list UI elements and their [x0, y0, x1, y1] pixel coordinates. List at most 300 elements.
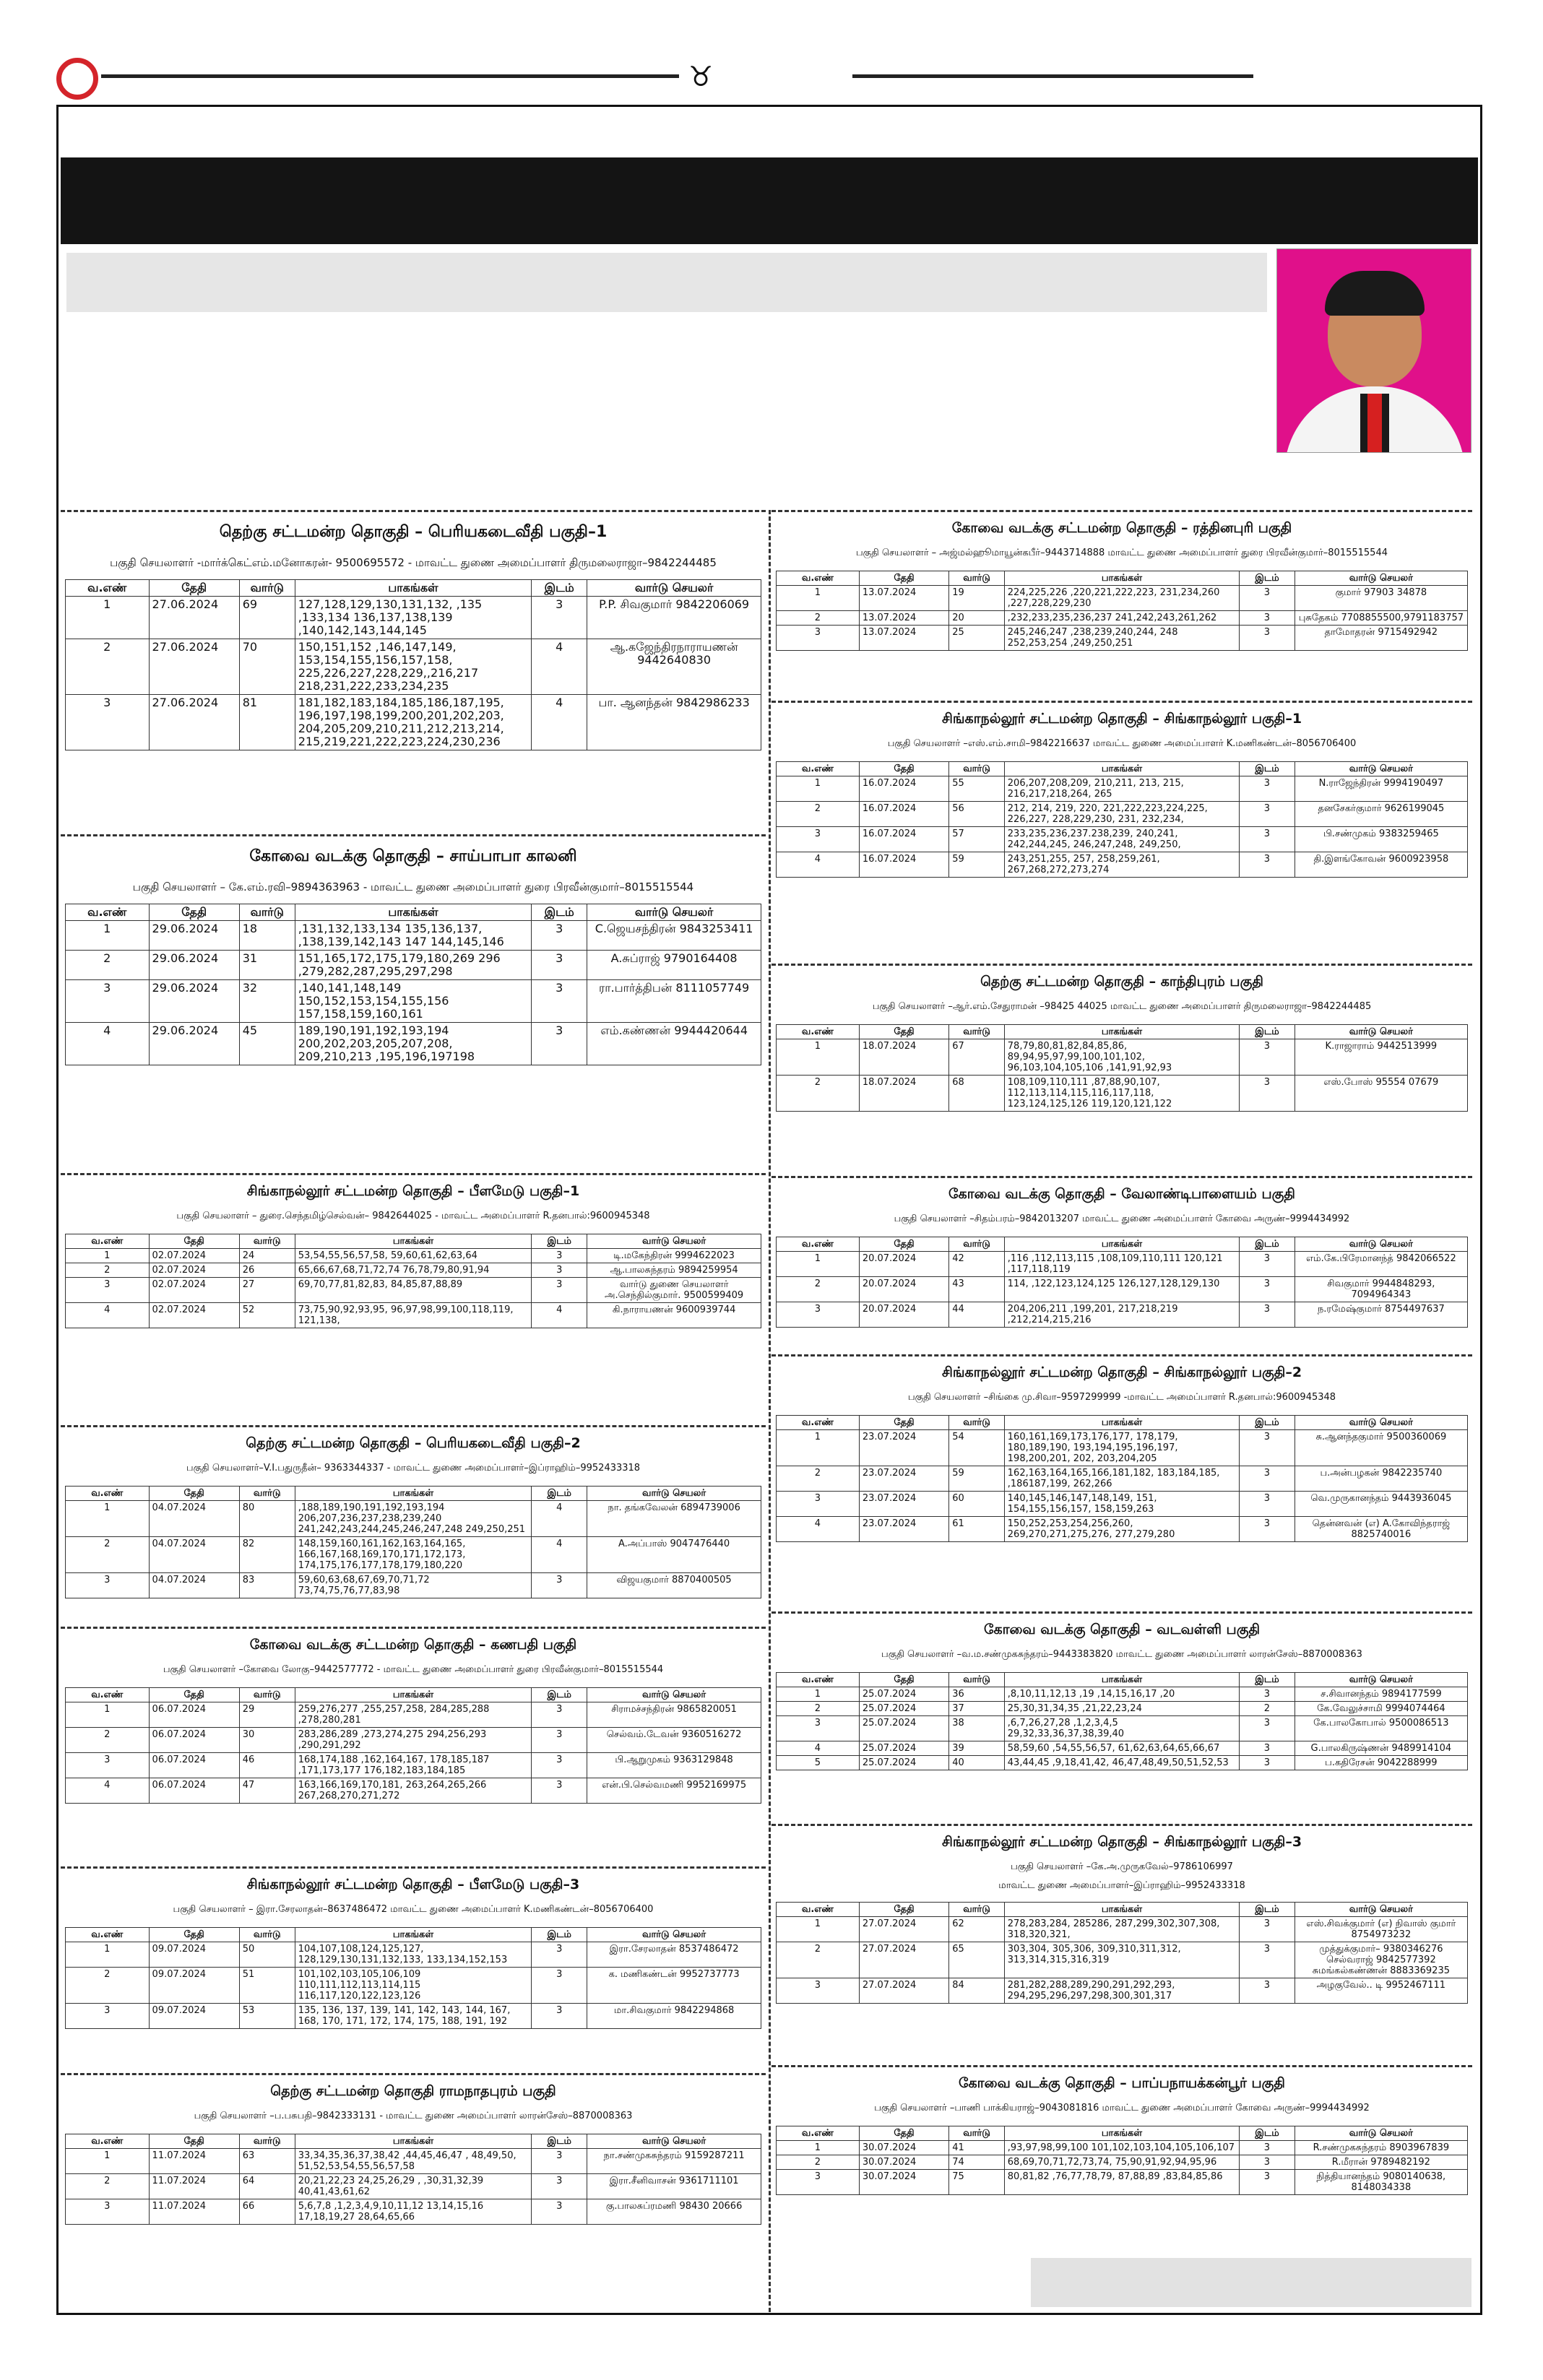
table-cell: 3: [1240, 1076, 1295, 1112]
section-title: சிங்காநல்லூர் சட்டமன்ற தொகுதி – பீளமேடு பகுதி–3: [246, 1877, 580, 1892]
table-cell: 27.06.2024: [149, 695, 239, 750]
column-header: பாகங்கள்: [295, 1234, 531, 1249]
table-cell: 104,107,108,124,125,127, 128,129,130,131,132,133, 133,134,152,153: [295, 1942, 531, 1968]
table-cell: 3: [532, 2149, 587, 2174]
table-cell: 57: [949, 827, 1005, 852]
table-header-row: [777, 762, 1468, 776]
table-cell: 1: [777, 1917, 860, 1942]
table-cell: 04.07.2024: [149, 1537, 239, 1573]
table-cell: 20.07.2024: [859, 1302, 948, 1328]
table-cell: 3: [532, 1942, 587, 1968]
table-cell: 2: [777, 1702, 860, 1716]
section-separator: [61, 1425, 766, 1427]
table-cell: 53: [239, 2004, 295, 2029]
table-cell: தாமோதரன் 9715492942: [1295, 626, 1467, 651]
table-cell: 11.07.2024: [149, 2199, 239, 2225]
table-cell: 4: [777, 1741, 860, 1756]
column-header: தேதி: [149, 904, 239, 921]
table-cell: 3: [532, 980, 587, 1023]
table-cell: 3: [1240, 827, 1295, 852]
table-cell: டி.மகேந்திரன் 9994622023: [587, 1249, 761, 1263]
table-cell: 66: [239, 2199, 295, 2225]
table-cell: 2: [66, 1263, 150, 1278]
table-row: [777, 1466, 1468, 1492]
table-cell: 283,286,289 ,273,274,275 294,256,293 ,290,291,292: [295, 1728, 531, 1753]
table-cell: 02.07.2024: [149, 1303, 239, 1328]
section-contact-line-2: மாவட்ட துணை அமைப்பாளர்–இப்ராஹிம்–9952433318: [998, 1880, 1245, 1891]
table-cell: 42: [949, 1252, 1005, 1277]
table-cell: 3: [1240, 2155, 1295, 2170]
schedule-section: [772, 1611, 1472, 1821]
table-cell: 163,166,169,170,181, 263,264,265,266 267,268,270,271,272: [295, 1778, 531, 1804]
column-header: தேதி: [149, 1487, 239, 1501]
table-row: [66, 1263, 761, 1278]
section-separator: [772, 1824, 1472, 1826]
table-header-row: [777, 1673, 1468, 1687]
column-divider: [769, 510, 771, 2312]
column-header: வார்டு செயலர்: [1295, 762, 1467, 776]
column-header: வ.எண்: [777, 1673, 860, 1687]
table-cell: 75: [949, 2170, 1005, 2195]
table-row: [777, 1430, 1468, 1466]
table-row: [66, 1303, 761, 1328]
column-header: பாகங்கள்: [295, 1487, 531, 1501]
table-cell: 25.07.2024: [859, 1716, 948, 1741]
table-cell: குமார் 97903 34878: [1295, 586, 1467, 611]
column-header: வ.எண்: [777, 571, 860, 586]
table-cell: 3: [532, 1702, 587, 1728]
table-cell: 3: [1240, 1917, 1295, 1942]
ward-schedule-table: [65, 1234, 761, 1328]
section-title: சிங்காநல்லூர் சட்டமன்ற தொகுதி – சிங்காநல்லூர் பகுதி–1: [941, 711, 1302, 727]
table-cell: 3: [1240, 2141, 1295, 2155]
table-cell: 27.06.2024: [149, 597, 239, 639]
table-cell: 06.07.2024: [149, 1778, 239, 1804]
table-cell: 09.07.2024: [149, 1942, 239, 1968]
table-cell: 1: [777, 776, 860, 802]
table-cell: 3: [532, 2004, 587, 2029]
column-header: வார்டு செயலர்: [1295, 571, 1467, 586]
table-cell: 2: [66, 2174, 150, 2199]
table-cell: 140,145,146,147,148,149, 151, 154,155,156,157, 158,159,263: [1004, 1492, 1239, 1517]
table-cell: 40: [949, 1756, 1005, 1770]
table-cell: 78,79,80,81,82,84,85,86, 89,94,95,97,99,100,101,102, 96,103,104,105,106 ,141,91,92,93: [1004, 1039, 1239, 1076]
table-row: [66, 1249, 761, 1263]
table-cell: முத்துக்குமார்– 9380346276 செல்வராஜ் 9842577392 சுமங்கல்கண்ணன் 8883369235: [1295, 1942, 1467, 1978]
table-cell: 52: [239, 1303, 295, 1328]
table-row: [777, 586, 1468, 611]
table-cell: 3: [777, 1302, 860, 1328]
table-cell: அழகுவேல்.. டி 9952467111: [1295, 1978, 1467, 2004]
table-cell: 3: [1240, 1302, 1295, 1328]
column-header: தேதி: [149, 2134, 239, 2149]
column-header: வ.எண்: [777, 1237, 860, 1252]
section-separator: [772, 964, 1472, 966]
column-header: வ.எண்: [777, 1416, 860, 1430]
table-row: [777, 1517, 1468, 1542]
table-cell: எஸ்.போஸ் 95554 07679: [1295, 1076, 1467, 1112]
table-cell: 45: [239, 1023, 295, 1065]
column-header: தேதி: [859, 1237, 948, 1252]
table-cell: 3: [1240, 776, 1295, 802]
table-header-row: [66, 2134, 761, 2149]
column-header: வார்டு செயலர்: [587, 1928, 761, 1942]
masthead-rule-left: [101, 74, 679, 78]
schedule-section: [61, 1627, 766, 1864]
table-cell: 41: [949, 2141, 1005, 2155]
table-cell: 1: [66, 1702, 150, 1728]
table-cell: 3: [532, 1573, 587, 1598]
table-cell: 3: [66, 2199, 150, 2225]
column-header: பாகங்கள்: [295, 1928, 531, 1942]
table-cell: 09.07.2024: [149, 1968, 239, 2004]
table-cell: 3: [1240, 1978, 1295, 2004]
table-row: [66, 921, 761, 951]
table-cell: 47: [239, 1778, 295, 1804]
schedule-section: [61, 510, 766, 831]
table-cell: 4: [532, 1303, 587, 1328]
table-cell: 69: [239, 597, 295, 639]
table-row: [777, 1917, 1468, 1942]
table-cell: 13.07.2024: [859, 611, 948, 626]
table-cell: 1: [66, 2149, 150, 2174]
column-header: வ.எண்: [777, 2126, 860, 2141]
table-cell: 259,276,277 ,255,257,258, 284,285,288 ,278,280,281: [295, 1702, 531, 1728]
table-cell: பா. ஆனந்தன் 9842986233: [587, 695, 761, 750]
table-cell: ரா.பார்த்திபன் 8111057749: [587, 980, 761, 1023]
table-cell: 2: [777, 1076, 860, 1112]
column-header: வ.எண்: [66, 1688, 150, 1702]
table-row: [777, 1076, 1468, 1112]
table-cell: 3: [66, 1753, 150, 1778]
table-cell: 68,69,70,71,72,73,74, 75,90,91,92,94,95,96: [1004, 2155, 1239, 2170]
table-cell: 150,151,152 ,146,147,149, 153,154,155,156,157,158, 225,226,227,228,229,,216,217 218,231,222,233,234,235: [295, 639, 531, 695]
column-header: வார்டு செயலர்: [1295, 1025, 1467, 1039]
schedule-section: [772, 2065, 1472, 2253]
column-header: வார்டு செயலர்: [1295, 1237, 1467, 1252]
table-cell: 4: [66, 1023, 150, 1065]
table-cell: 60: [949, 1492, 1005, 1517]
column-header: வ.எண்: [777, 1903, 860, 1917]
section-contact-line: பகுதி செயலாளர் –கோவை லோகு–9442577772 - மாவட்ட துணை அமைப்பாளர் துரை பிரவீன்குமார்–8015515544: [163, 1664, 664, 1675]
column-header: பாகங்கள்: [295, 904, 531, 921]
table-cell: 33,34,35,36,37,38,42 ,44,45,46,47 , 48,49,50, 51,52,53,54,55,56,57,58: [295, 2149, 531, 2174]
column-header: தேதி: [859, 571, 948, 586]
column-header: இடம்: [1240, 1025, 1295, 1039]
table-cell: 32: [239, 980, 295, 1023]
column-header: இடம்: [1240, 1673, 1295, 1687]
table-cell: வெ.முருகானந்தம் 9443936045: [1295, 1492, 1467, 1517]
table-row: [777, 1302, 1468, 1328]
table-cell: ஆ.பாலசுந்தரம் 9894259954: [587, 1263, 761, 1278]
table-cell: ஆ.கஜேந்திரநாராயணன் 9442640830: [587, 639, 761, 695]
column-header: தேதி: [859, 762, 948, 776]
table-cell: 3: [1240, 1252, 1295, 1277]
table-cell: 3: [1240, 1942, 1295, 1978]
table-cell: N.ராஜேந்திரன் 9994190497: [1295, 776, 1467, 802]
table-cell: 148,159,160,161,162,163,164,165, 166,167,168,169,170,171,172,173, 174,175,176,177,178,179,180,220: [295, 1537, 531, 1573]
table-cell: 46: [239, 1753, 295, 1778]
table-cell: 11.07.2024: [149, 2174, 239, 2199]
table-cell: 3: [1240, 852, 1295, 878]
table-cell: 1: [66, 1249, 150, 1263]
table-cell: 68: [949, 1076, 1005, 1112]
table-cell: 65: [949, 1942, 1005, 1978]
table-cell: 1: [777, 1430, 860, 1466]
table-cell: 2: [777, 802, 860, 827]
table-cell: 59: [949, 852, 1005, 878]
column-header: பாகங்கள்: [295, 580, 531, 597]
table-cell: 2: [66, 639, 150, 695]
table-cell: 4: [532, 1501, 587, 1537]
column-header: வ.எண்: [66, 580, 150, 597]
table-cell: 02.07.2024: [149, 1263, 239, 1278]
table-cell: இரா.சீனிவாசன் 9361711101: [587, 2174, 761, 2199]
table-cell: 51: [239, 1968, 295, 2004]
table-cell: புசுதேகம் 7708855500,9791183757: [1295, 611, 1467, 626]
table-row: [66, 951, 761, 980]
table-cell: 59: [949, 1466, 1005, 1492]
column-header: தேதி: [149, 580, 239, 597]
table-row: [66, 980, 761, 1023]
table-cell: 1: [777, 1252, 860, 1277]
table-cell: 3: [532, 1278, 587, 1303]
table-cell: 1: [66, 921, 150, 951]
table-cell: 16.07.2024: [859, 852, 948, 878]
table-cell: 189,190,191,192,193,194 200,202,203,205,207,208, 209,210,213 ,195,196,197198: [295, 1023, 531, 1065]
table-cell: 20,21,22,23 24,25,26,29 , ,30,31,32,39 40,41,43,61,62: [295, 2174, 531, 2199]
table-cell: 11.07.2024: [149, 2149, 239, 2174]
table-cell: 3: [532, 2199, 587, 2225]
table-cell: ப.அன்பழகன் 9842235740: [1295, 1466, 1467, 1492]
table-cell: 18.07.2024: [859, 1076, 948, 1112]
table-row: [66, 1753, 761, 1778]
section-contact-line: பகுதி செயலாளர் –வ.ம.சண்முகசுந்தரம்–9443383820 மாவட்ட துணை அமைப்பாளர் லாரன்சேஸ்–8870008363: [881, 1649, 1362, 1660]
table-cell: 44: [949, 1302, 1005, 1328]
table-row: [777, 1756, 1468, 1770]
section-title: கோவை வடக்கு தொகுதி – வடவள்ளி பகுதி: [983, 1622, 1261, 1637]
table-cell: 04.07.2024: [149, 1501, 239, 1537]
table-cell: 4: [532, 639, 587, 695]
section-contact-line: பகுதி செயலாளர் –ஆர்.எம்.சேதுராமன் –98425 44025 மாவட்ட துணை அமைப்பாளர் திருமலைராஜா–9842244485: [872, 1001, 1372, 1012]
section-title: தெற்கு சட்டமன்ற தொகுதி – காந்திபுரம் பகுதி: [980, 974, 1263, 990]
table-row: [66, 1778, 761, 1804]
table-row: [66, 2004, 761, 2029]
table-cell: 29.06.2024: [149, 951, 239, 980]
table-cell: 3: [1240, 1687, 1295, 1702]
masthead-rule-right: [852, 74, 1253, 78]
column-header: தேதி: [859, 1416, 948, 1430]
table-cell: ,93,97,98,99,100 101,102,103,104,105,106,107: [1004, 2141, 1239, 2155]
table-cell: ,8,10,11,12,13 ,19 ,14,15,16,17 ,20: [1004, 1687, 1239, 1702]
table-cell: 63: [239, 2149, 295, 2174]
table-header-row: [66, 1928, 761, 1942]
section-separator: [772, 701, 1472, 703]
column-header: தேதி: [149, 1234, 239, 1249]
section-separator: [772, 1611, 1472, 1614]
table-row: [777, 1492, 1468, 1517]
table-cell: 27.07.2024: [859, 1942, 948, 1978]
table-row: [66, 695, 761, 750]
column-header: வார்டு: [949, 571, 1005, 586]
column-header: வார்டு: [949, 2126, 1005, 2141]
column-header: இடம்: [532, 1688, 587, 1702]
column-header: வார்டு: [239, 1928, 295, 1942]
table-cell: 16.07.2024: [859, 827, 948, 852]
column-header: தேதி: [859, 2126, 948, 2141]
table-cell: 27: [239, 1278, 295, 1303]
table-cell: 82: [239, 1537, 295, 1573]
column-header: வார்டு: [239, 1688, 295, 1702]
table-cell: 39: [949, 1741, 1005, 1756]
column-header: வார்டு: [239, 904, 295, 921]
section-contact-line: பகுதி செயலாளர் –ப.பசுபதி–9842333131 - மாவட்ட துணை அமைப்பாளர் லாரன்சேஸ்–8870008363: [194, 2111, 633, 2121]
table-cell: 04.07.2024: [149, 1573, 239, 1598]
table-cell: 3: [532, 1728, 587, 1753]
table-cell: 27.07.2024: [859, 1917, 948, 1942]
column-header: வ.எண்: [777, 1025, 860, 1039]
table-cell: 73,75,90,92,93,95, 96,97,98,99,100,118,119, 121,138,: [295, 1303, 531, 1328]
table-row: [66, 2174, 761, 2199]
table-cell: 3: [66, 695, 150, 750]
table-cell: 54: [949, 1430, 1005, 1466]
column-header: வ.எண்: [66, 1487, 150, 1501]
table-cell: 06.07.2024: [149, 1728, 239, 1753]
table-cell: 65,66,67,68,71,72,74 76,78,79,80,91,94: [295, 1263, 531, 1278]
schedule-section: [772, 1824, 1472, 2062]
table-cell: 2: [66, 1537, 150, 1573]
column-header: இடம்: [532, 904, 587, 921]
table-cell: 181,182,183,184,185,186,187,195, 196,197,198,199,200,201,202,203, 204,205,209,210,211,212,213,214, 215,219,221,222,223,224,230,236: [295, 695, 531, 750]
section-title: கோவை வடக்கு தொகுதி – சாய்பாபா காலனி: [249, 847, 577, 865]
table-cell: 37: [949, 1702, 1005, 1716]
table-cell: 18.07.2024: [859, 1039, 948, 1076]
table-row: [777, 626, 1468, 651]
table-cell: கி.நாராயணன் 9600939744: [587, 1303, 761, 1328]
table-header-row: [777, 571, 1468, 586]
table-cell: 31: [239, 951, 295, 980]
table-cell: 1: [66, 597, 150, 639]
subheadline-band: [66, 253, 1267, 312]
column-header: இடம்: [532, 1928, 587, 1942]
column-header: வ.எண்: [66, 1928, 150, 1942]
section-separator: [61, 2073, 766, 2075]
table-cell: 3: [532, 1778, 587, 1804]
table-row: [777, 776, 1468, 802]
section-title: சிங்காநல்லூர் சட்டமன்ற தொகுதி – சிங்காநல்லூர் பகுதி–2: [941, 1364, 1302, 1380]
ward-schedule-table: [65, 2134, 761, 2225]
table-cell: 3: [777, 1716, 860, 1741]
table-cell: 30.07.2024: [859, 2141, 948, 2155]
table-cell: 3: [1240, 1492, 1295, 1517]
column-header: பாகங்கள்: [1004, 1237, 1239, 1252]
column-header: தேதி: [859, 1025, 948, 1039]
table-cell: விஜயகுமார் 8870400505: [587, 1573, 761, 1598]
table-cell: 50: [239, 1942, 295, 1968]
column-header: இடம்: [532, 2134, 587, 2149]
table-header-row: [777, 1416, 1468, 1430]
section-contact-line: பகுதி செயலாளர் – இரா.சேரலாதன்–8637486472 மாவட்ட துணை அமைப்பாளர் K.மணிகண்டன்–8056706400: [173, 1904, 654, 1915]
ward-schedule-table: [65, 904, 761, 1065]
column-header: இடம்: [1240, 762, 1295, 776]
section-contact-line: பகுதி செயலாளர் -மார்க்கெட்எம்.மனோகரன்- 9500695572 - மாவட்ட துணை அமைப்பாளர் திருமலைராஜா–9842244485: [110, 556, 717, 569]
table-cell: 3: [532, 597, 587, 639]
table-cell: 3: [532, 951, 587, 980]
table-cell: G.பாலகிருஷ்ணன் 9489914104: [1295, 1741, 1467, 1756]
column-header: வார்டு செயலர்: [587, 2134, 761, 2149]
column-header: வார்டு: [239, 2134, 295, 2149]
column-header: வார்டு செயலர்: [1295, 2126, 1467, 2141]
table-cell: 3: [532, 1968, 587, 2004]
column-header: பாகங்கள்: [1004, 1025, 1239, 1039]
table-header-row: [777, 1025, 1468, 1039]
section-contact-line: பகுதி செயலாளர் –பாணி பாக்கியராஜ்–9043081816 மாவட்ட துணை அமைப்பாளர் கோவை அருண்–9994434992: [874, 2103, 1370, 2113]
column-header: வார்டு: [239, 1234, 295, 1249]
table-cell: 2: [777, 611, 860, 626]
section-contact-line: பகுதி செயலாளர்–V.I.பதுருதீன்– 9363344337 - மாவட்ட துணை அமைப்பாளர்–இப்ராஹிம்–9952433318: [186, 1463, 641, 1474]
section-separator: [772, 1354, 1472, 1356]
table-cell: 26: [239, 1263, 295, 1278]
section-title: கோவை வடக்கு தொகுதி – பாப்பநாயக்கன்பூர் பகுதி: [959, 2075, 1285, 2091]
ward-schedule-table: [776, 1237, 1468, 1328]
table-cell: 36: [949, 1687, 1005, 1702]
table-cell: ,131,132,133,134 135,136,137, ,138,139,142,143 147 144,145,146: [295, 921, 531, 951]
table-row: [777, 1277, 1468, 1302]
logo-circle-icon: [56, 58, 98, 100]
table-cell: 20: [949, 611, 1005, 626]
table-cell: கே.பாலகோபால் 9500086513: [1295, 1716, 1467, 1741]
table-cell: 3: [532, 1023, 587, 1065]
table-cell: 233,235,236,237.238,239, 240,241, 242,244,245, 246,247,248, 249,250,: [1004, 827, 1239, 852]
table-cell: 101,102,103,105,106,109 110,111,112,113,114,115 116,117,120,122,123,126: [295, 1968, 531, 2004]
schedule-section: [61, 834, 766, 1170]
table-cell: 62: [949, 1917, 1005, 1942]
table-row: [777, 2141, 1468, 2155]
table-row: [66, 1702, 761, 1728]
table-cell: 3: [532, 921, 587, 951]
table-cell: ,6,7,26,27,28 ,1,2,3,4,5 29,32,33,36,37,38,39,40: [1004, 1716, 1239, 1741]
table-cell: 25: [949, 626, 1005, 651]
column-header: வார்டு செயலர்: [587, 1234, 761, 1249]
table-cell: 29.06.2024: [149, 980, 239, 1023]
table-cell: 114, ,122,123,124,125 126,127,128,129,130: [1004, 1277, 1239, 1302]
table-cell: 30.07.2024: [859, 2170, 948, 2195]
table-cell: 16.07.2024: [859, 802, 948, 827]
section-title: தெற்கு சட்டமன்ற தொகுதி – பெரியகடைவீதி பகுதி–1: [219, 523, 608, 541]
table-cell: 29.06.2024: [149, 921, 239, 951]
table-cell: 3: [532, 1753, 587, 1778]
table-row: [777, 1702, 1468, 1716]
section-title: கோவை வடக்கு சட்டமன்ற தொகுதி – கணபதி பகுதி: [249, 1637, 577, 1653]
ward-schedule-table: [65, 579, 761, 750]
ward-schedule-table: [65, 1687, 761, 1804]
table-cell: சு.ஆனந்தகுமார் 9500360069: [1295, 1430, 1467, 1466]
column-header: பாகங்கள்: [1004, 1673, 1239, 1687]
table-cell: 2: [66, 1728, 150, 1753]
table-cell: 204,206,211 ,199,201, 217,218,219 ,212,214,215,216: [1004, 1302, 1239, 1328]
schedule-section: [772, 510, 1472, 698]
table-cell: C.ஜெயசந்திரன் 9843253411: [587, 921, 761, 951]
table-row: [777, 2155, 1468, 2170]
table-cell: 245,246,247 ,238,239,240,244, 248 252,253,254 ,249,250,251: [1004, 626, 1239, 651]
table-cell: 2: [66, 951, 150, 980]
schedule-section: [772, 701, 1472, 961]
table-cell: வார்டு துணை செயலாளர் அ.செந்தில்குமார். 9500599409: [587, 1278, 761, 1303]
table-cell: தி.இளங்கோவன் 9600923958: [1295, 852, 1467, 878]
section-separator: [772, 2065, 1472, 2067]
section-title: தெற்கு சட்டமன்ற தொகுதி – பெரியகடைவீதி பகுதி–2: [246, 1435, 581, 1451]
headline-banner: [61, 157, 1478, 244]
